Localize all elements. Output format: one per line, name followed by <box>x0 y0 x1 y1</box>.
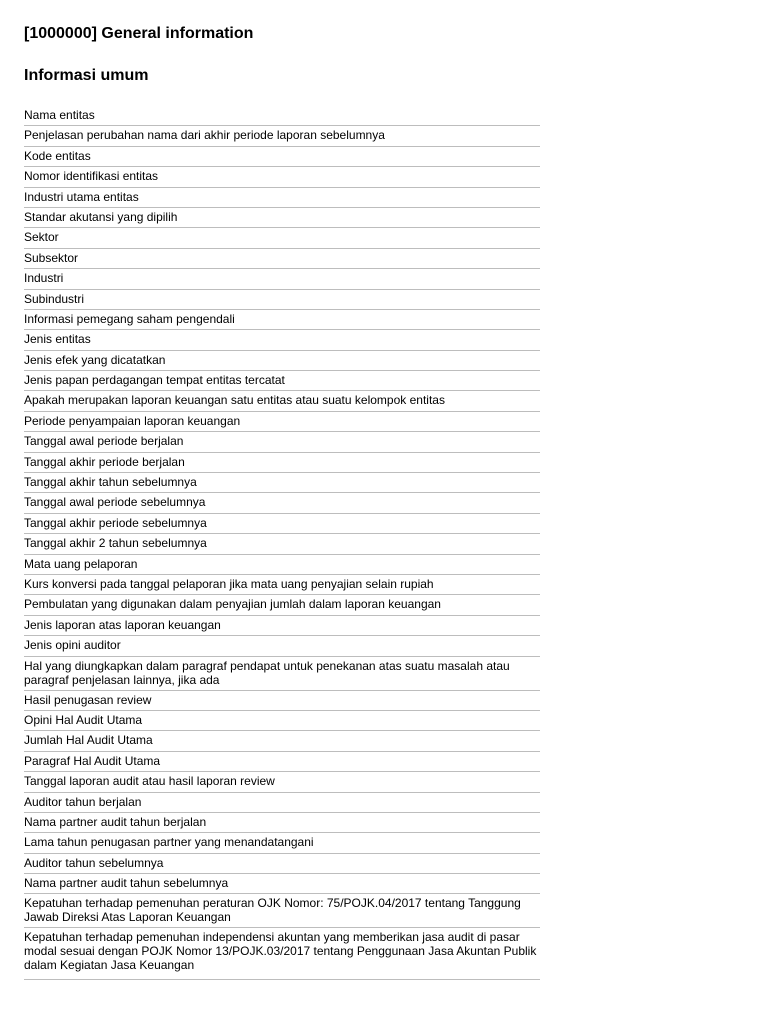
field-label: Jenis entitas <box>24 332 91 347</box>
field-row <box>24 249 540 269</box>
field-row <box>24 351 540 371</box>
document-title: [1000000] General information <box>24 25 254 42</box>
field-label: Nomor identifikasi entitas <box>24 169 159 184</box>
field-row <box>24 188 540 208</box>
field-row <box>24 330 540 350</box>
field-row <box>24 874 540 894</box>
field-row <box>24 391 540 411</box>
field-label: Industri utama entitas <box>24 189 139 204</box>
field-label: Nama partner audit tahun berjalan <box>24 814 207 829</box>
field-label: Informasi pemegang saham pengendali <box>24 311 235 326</box>
field-row <box>24 290 540 310</box>
field-row <box>24 636 540 656</box>
field-label: Tanggal awal periode berjalan <box>24 434 184 449</box>
field-label: Lama tahun penugasan partner yang menandatangani <box>24 835 314 850</box>
field-row <box>24 813 540 833</box>
field-label: Kepatuhan terhadap pemenuhan peraturan OJK Nomor: 75/POJK.04/2017 tentang Tanggung Jawab Direksi Atas Laporan Keuangan <box>24 896 521 925</box>
field-label: Opini Hal Audit Utama <box>24 712 143 727</box>
field-label: Apakah merupakan laporan keuangan satu entitas atau suatu kelompok entitas <box>24 393 445 408</box>
field-label: Tanggal akhir tahun sebelumnya <box>24 475 197 490</box>
field-row <box>24 208 540 228</box>
field-row <box>24 432 540 452</box>
field-row <box>24 555 540 575</box>
field-row <box>24 453 540 473</box>
field-row <box>24 854 540 874</box>
field-row <box>24 269 540 289</box>
field-row <box>24 711 540 731</box>
field-label: Jenis papan perdagangan tempat entitas tercatat <box>24 373 285 388</box>
field-label: Mata uang pelaporan <box>24 556 138 571</box>
field-row <box>24 126 540 146</box>
field-row <box>24 514 540 534</box>
field-label: Standar akutansi yang dipilih <box>24 209 178 224</box>
section-title: Informasi umum <box>24 67 149 84</box>
field-row <box>24 833 540 853</box>
field-label: Hasil penugasan review <box>24 692 152 707</box>
field-label: Kurs konversi pada tanggal pelaporan jika mata uang penyajian selain rupiah <box>24 576 434 591</box>
field-label: Nama entitas <box>24 108 95 122</box>
field-row <box>24 167 540 187</box>
field-list <box>24 106 540 980</box>
field-row <box>24 894 540 928</box>
field-label: Tanggal laporan audit atau hasil laporan review <box>24 774 275 789</box>
field-row <box>24 595 540 615</box>
field-label: Industri <box>24 271 64 286</box>
field-label: Tanggal akhir 2 tahun sebelumnya <box>24 536 207 551</box>
field-row <box>24 147 540 167</box>
field-label: Jenis opini auditor <box>24 638 121 653</box>
field-label: Hal yang diungkapkan dalam paragraf pendapat untuk penekanan atas suatu masalah atau paragraf penjelasan lainnya, jika ada <box>24 658 510 687</box>
field-label: Jumlah Hal Audit Utama <box>24 733 153 748</box>
field-label: Auditor tahun sebelumnya <box>24 855 164 870</box>
field-label: Kode entitas <box>24 148 91 163</box>
field-label: Jenis laporan atas laporan keuangan <box>24 617 221 632</box>
field-row <box>24 772 540 792</box>
field-row <box>24 691 540 711</box>
field-row <box>24 412 540 432</box>
field-row <box>24 657 540 691</box>
field-row <box>24 928 540 980</box>
field-label: Sektor <box>24 230 59 245</box>
field-label: Subindustri <box>24 291 85 306</box>
field-label: Penjelasan perubahan nama dari akhir periode laporan sebelumnya <box>24 128 385 143</box>
field-label: Auditor tahun berjalan <box>24 794 142 809</box>
field-row <box>24 106 540 126</box>
field-row <box>24 731 540 751</box>
field-row <box>24 793 540 813</box>
field-row <box>24 752 540 772</box>
field-row <box>24 310 540 330</box>
field-row <box>24 575 540 595</box>
field-label: Jenis efek yang dicatatkan <box>24 352 166 367</box>
field-label: Pembulatan yang digunakan dalam penyajian jumlah dalam laporan keuangan <box>24 597 441 612</box>
field-label: Tanggal akhir periode berjalan <box>24 454 185 469</box>
field-row <box>24 228 540 248</box>
field-label: Periode penyampaian laporan keuangan <box>24 413 241 428</box>
field-label: Paragraf Hal Audit Utama <box>24 753 161 768</box>
field-row <box>24 473 540 493</box>
field-row <box>24 616 540 636</box>
field-row <box>24 493 540 513</box>
field-row <box>24 534 540 554</box>
field-label: Tanggal akhir periode sebelumnya <box>24 515 207 530</box>
field-label: Kepatuhan terhadap pemenuhan independensi akuntan yang memberikan jasa audit di pasar modal sesuai dengan POJK Nomor 13/POJK.03/2017 tentang Penggunaan Jasa Akuntan Publik dalam Kegiatan Jasa Keuangan <box>24 930 537 973</box>
field-label: Nama partner audit tahun sebelumnya <box>24 876 229 891</box>
field-row <box>24 371 540 391</box>
field-label: Subsektor <box>24 250 79 265</box>
field-label: Tanggal awal periode sebelumnya <box>24 495 206 510</box>
